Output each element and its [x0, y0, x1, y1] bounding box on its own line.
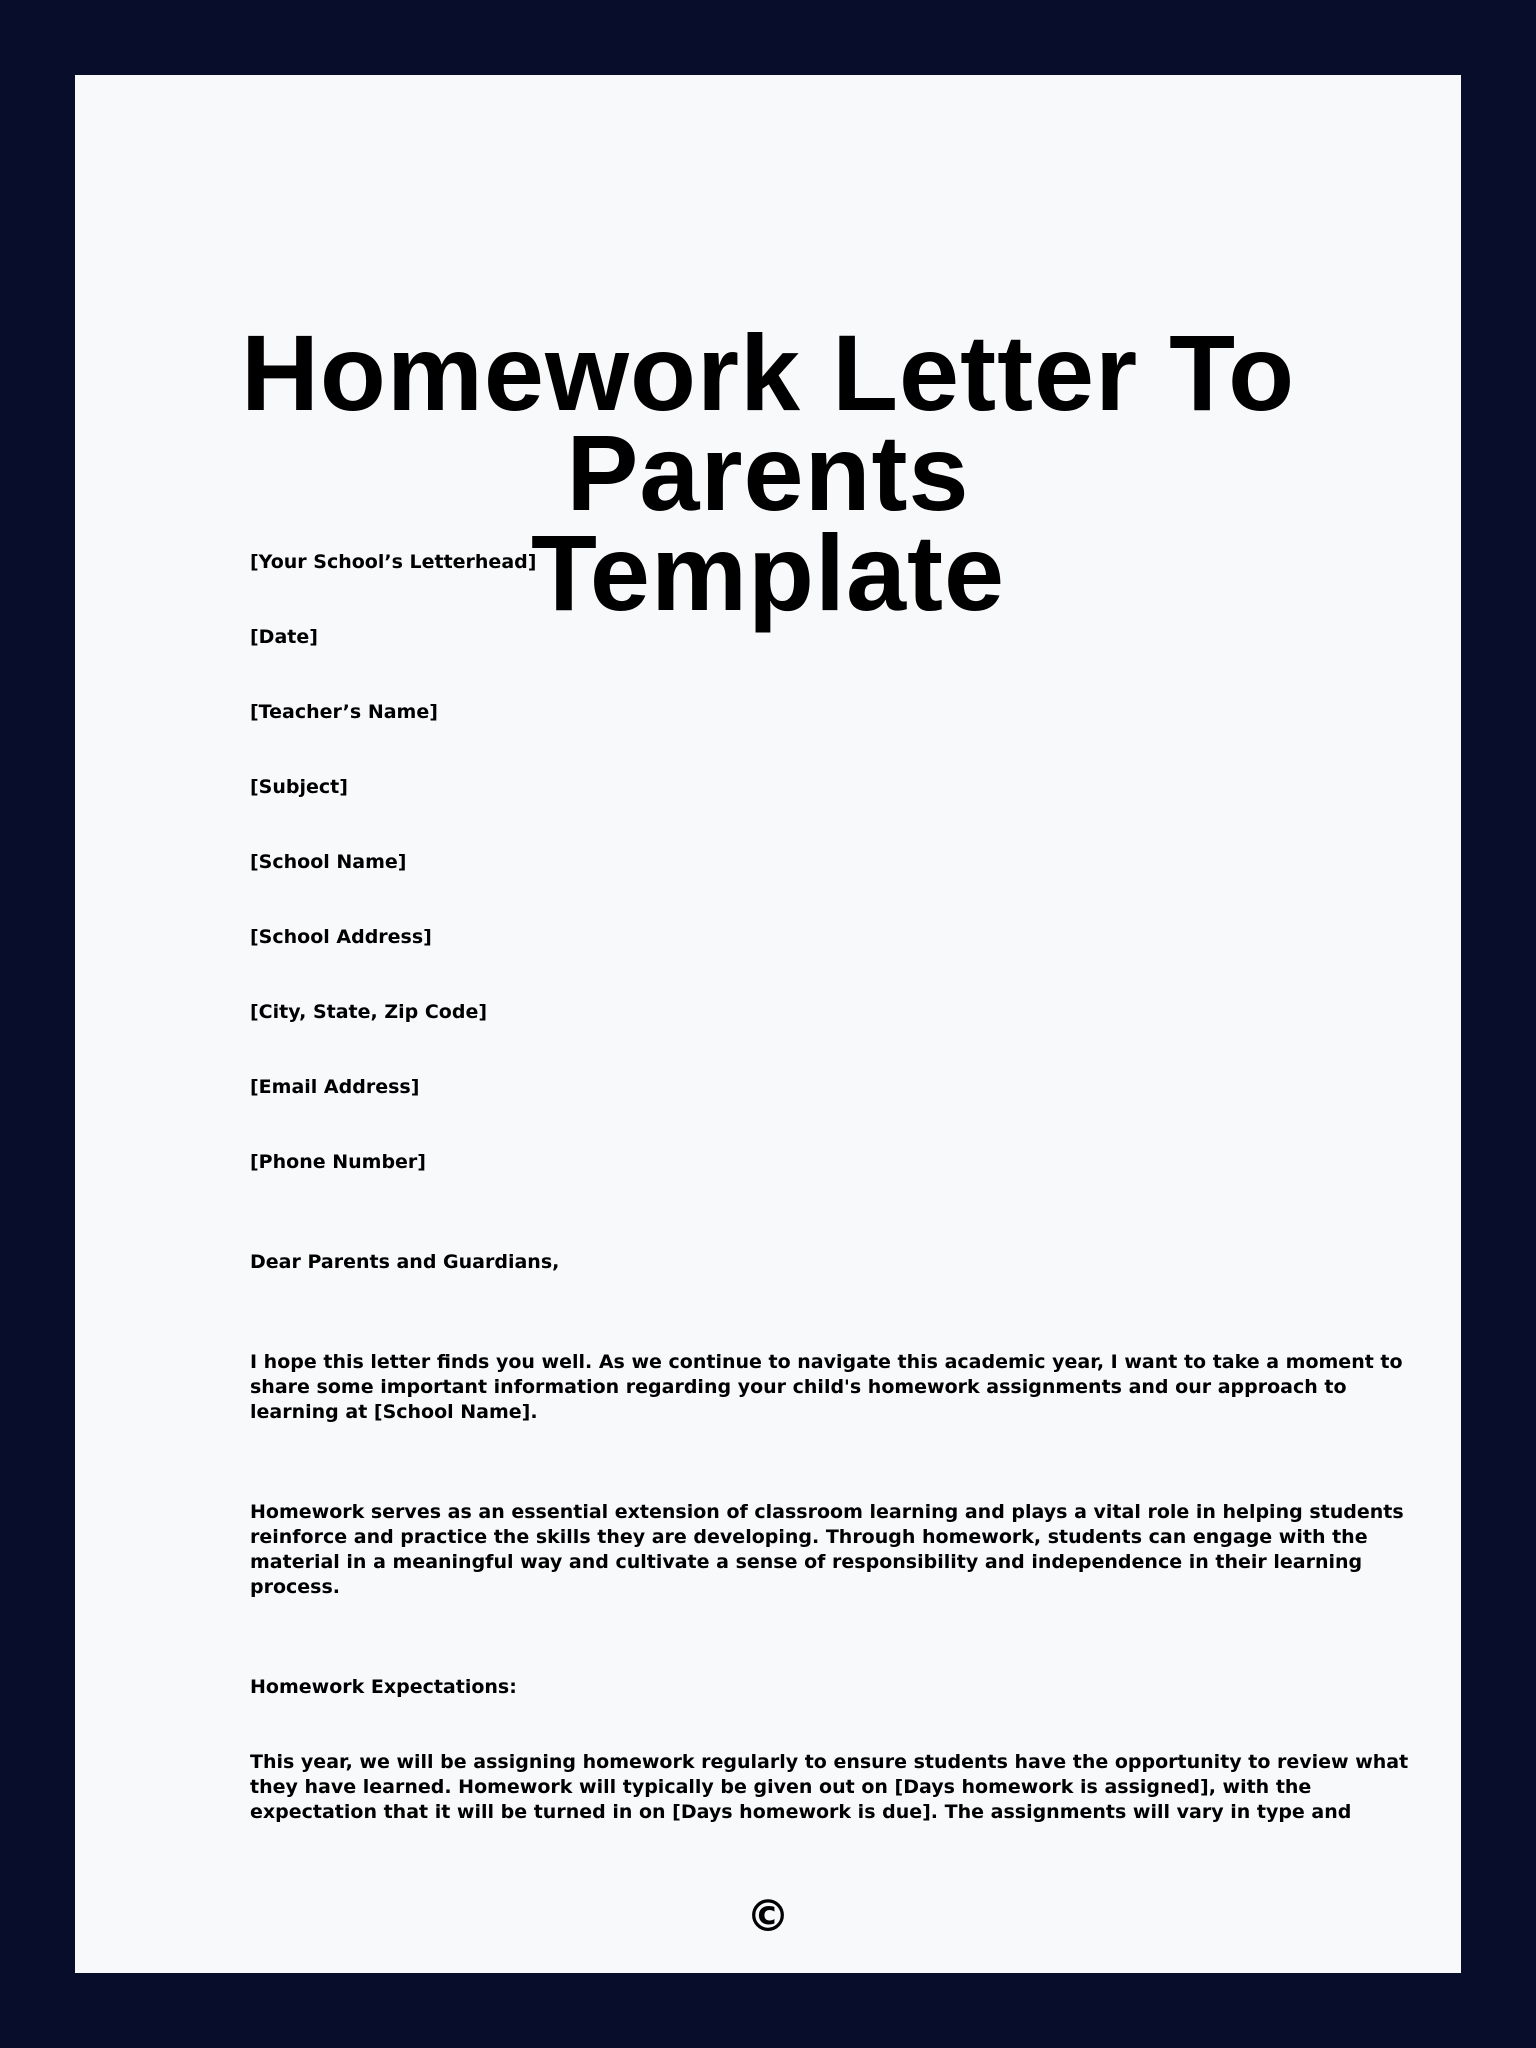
paragraph-line: This year, we will be assigning homework regularly to ensure students have the opportunity to review what: [250, 1751, 1409, 1773]
email-address-placeholder: [Email Address]: [250, 1076, 420, 1098]
copyright-icon: ©: [746, 1891, 790, 1942]
paragraph-line: material in a meaningful way and cultivate a sense of responsibility and independence in their learning: [250, 1551, 1363, 1573]
school-address-placeholder: [School Address]: [250, 926, 432, 948]
paragraph-line: they have learned. Homework will typically be given out on [Days homework is assigned], with the: [250, 1776, 1312, 1798]
document-title: [75, 312, 1461, 633]
paragraph-homework-purpose: [250, 1500, 1404, 1600]
school-name-placeholder: [School Name]: [250, 851, 407, 873]
paragraph-line: I hope this letter finds you well. As we continue to navigate this academic year, I want to take a moment to: [250, 1351, 1403, 1373]
document-page: [75, 75, 1461, 1973]
teacher-name-placeholder: [Teacher’s Name]: [250, 701, 438, 723]
title-line-1: Homework Letter To Parents: [240, 312, 1296, 533]
salutation: Dear Parents and Guardians,: [250, 1251, 560, 1273]
city-state-zip-placeholder: [City, State, Zip Code]: [250, 1001, 488, 1023]
paragraph-line: reinforce and practice the skills they are developing. Through homework, students can engage with the: [250, 1526, 1368, 1548]
subject-placeholder: [Subject]: [250, 776, 348, 798]
paragraph-intro: [250, 1350, 1403, 1425]
paragraph-line: process.: [250, 1576, 341, 1598]
paragraph-expectations: [250, 1750, 1409, 1825]
paragraph-line: share some important information regarding your child's homework assignments and our approach to: [250, 1376, 1347, 1398]
paragraph-line: learning at [School Name].: [250, 1401, 538, 1423]
letterhead-placeholder: [Your School’s Letterhead]: [250, 551, 537, 573]
title-line-2: Template: [530, 512, 1006, 633]
paragraph-line: Homework serves as an essential extension of classroom learning and plays a vital role in helping students: [250, 1501, 1404, 1523]
date-placeholder: [Date]: [250, 626, 318, 648]
phone-number-placeholder: [Phone Number]: [250, 1151, 426, 1173]
paragraph-line: expectation that it will be turned in on [Days homework is due]. The assignments will vary in type and: [250, 1801, 1352, 1823]
section-heading-expectations: Homework Expectations:: [250, 1676, 517, 1698]
